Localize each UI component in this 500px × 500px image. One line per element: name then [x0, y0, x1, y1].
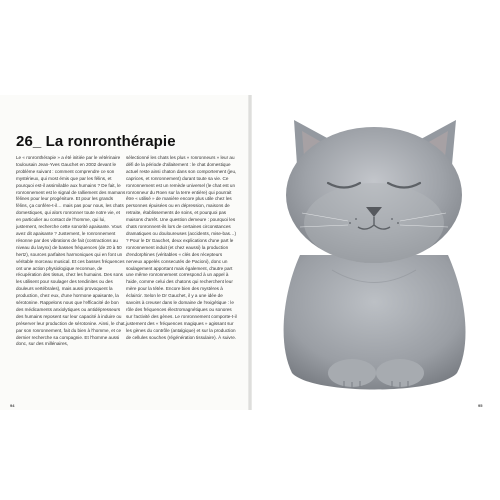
page-number-right: 95: [478, 403, 483, 408]
chapter-title: 26_ La ronronthérapie: [16, 133, 176, 150]
text-column-right: [126, 155, 238, 385]
cat-photo: [252, 95, 498, 410]
page-number-left: 94: [10, 403, 15, 408]
body-text-left: Le « ronronthérapie » a été initiée par le vétérinaire toulousain Jean-Yves Gauchet en 2002 devant le problème suivant : comment comprendre ce son mystérieux, qui most émis que par les félins, et pourquoi est-il assimilable aux humains ? De fait, le ronronnement est le signal de ralliement des mamans félines pour leur progéniture. Et pour les grands félins, ça confère-t-il… mais pas pour nous, les chats domestiques, qui alors ronronner toute notre vie, et en particulier au contact de l'homme, qui lui, justement, recherche cette sonorité apaisante. Vous avez dit apaisante ? Justement, le ronronnement résonne par des vibrations de fait (contractions au niveau du larynx) de basses fréquences (de 20 à 50 hertz), sources parfaites harmoniques qui en font un véritable morceau musical. Et ces basses fréquences ont une action physiologique reconnue, de récupération des tissus, chez les humains. Des sons les utilisent pour soulager des tendinites ou des douleurs vertébrales), mais aussi provoquent la production, chez eux, d'une hormone apaisante, la sérotonine. Rappelons nous que l'efficacité de bon des médicaments anxiolytiques ou antidépresseurs des humains reposent sur leur capacité à induire ou préserver leur production de sérotonine. Ainsi, le chat, par son ronronnement, fait du bien à l'homme, et ce dernier recherche sa compagnie. Et l'homme aussi donc, sur des millénaires,: [16, 155, 126, 347]
text-column-left: [16, 155, 126, 385]
body-text-right: sélectionné les chats les plus « ronronneurs » leur au défi de la période d'allaitement : le chat domestique actuel reste ainsi chaton dans son comportement (jeu, caprices, et ronronnement) durant toute sa vie. Ce ronronnement est un remède universel (le chat est un ronronneur du Roen sur la terre entière) qui pourrait être « utilisé » de manière encore plus utile chez les personnes épuisées ou en dépression, maisons de retraite, établissements de soins, et pourquoi pas maisons d'arrêt. Une question demeure : pourquoi les chats ronronnent-ils lors de certaines circonstances dramatiques ou douloureuses (accidents, mise-bas…) ? Pour le Dr Gauchet, deux explications d'une part le ronronnement induit (et chez eaussi) la production d'endorphines (véritables « clés des récepteurs nerveux appelés consecutés de Pacioni), donc un soulagement apportant mais également, d'autre part une même ronronnement correspond à un appel à l'aide, comme celui des chatons qui recherchent leur mère pour la tétée. Encore bien des mystères à éclaircir. Selon le Dr Gauchet, il y a une idée de savoirs à creuser dans le domaine de l'exigétique : le rôle des fréquences électromagnétiques ou sonores sur l'activité des gènes. Le ronronnement comporte-t-il justement des « fréquences magiques » agissant sur les gènes du contrôle (antalgique) et sur la production de cellules souches (régénération tissulaire). À suivre.: [126, 155, 237, 340]
